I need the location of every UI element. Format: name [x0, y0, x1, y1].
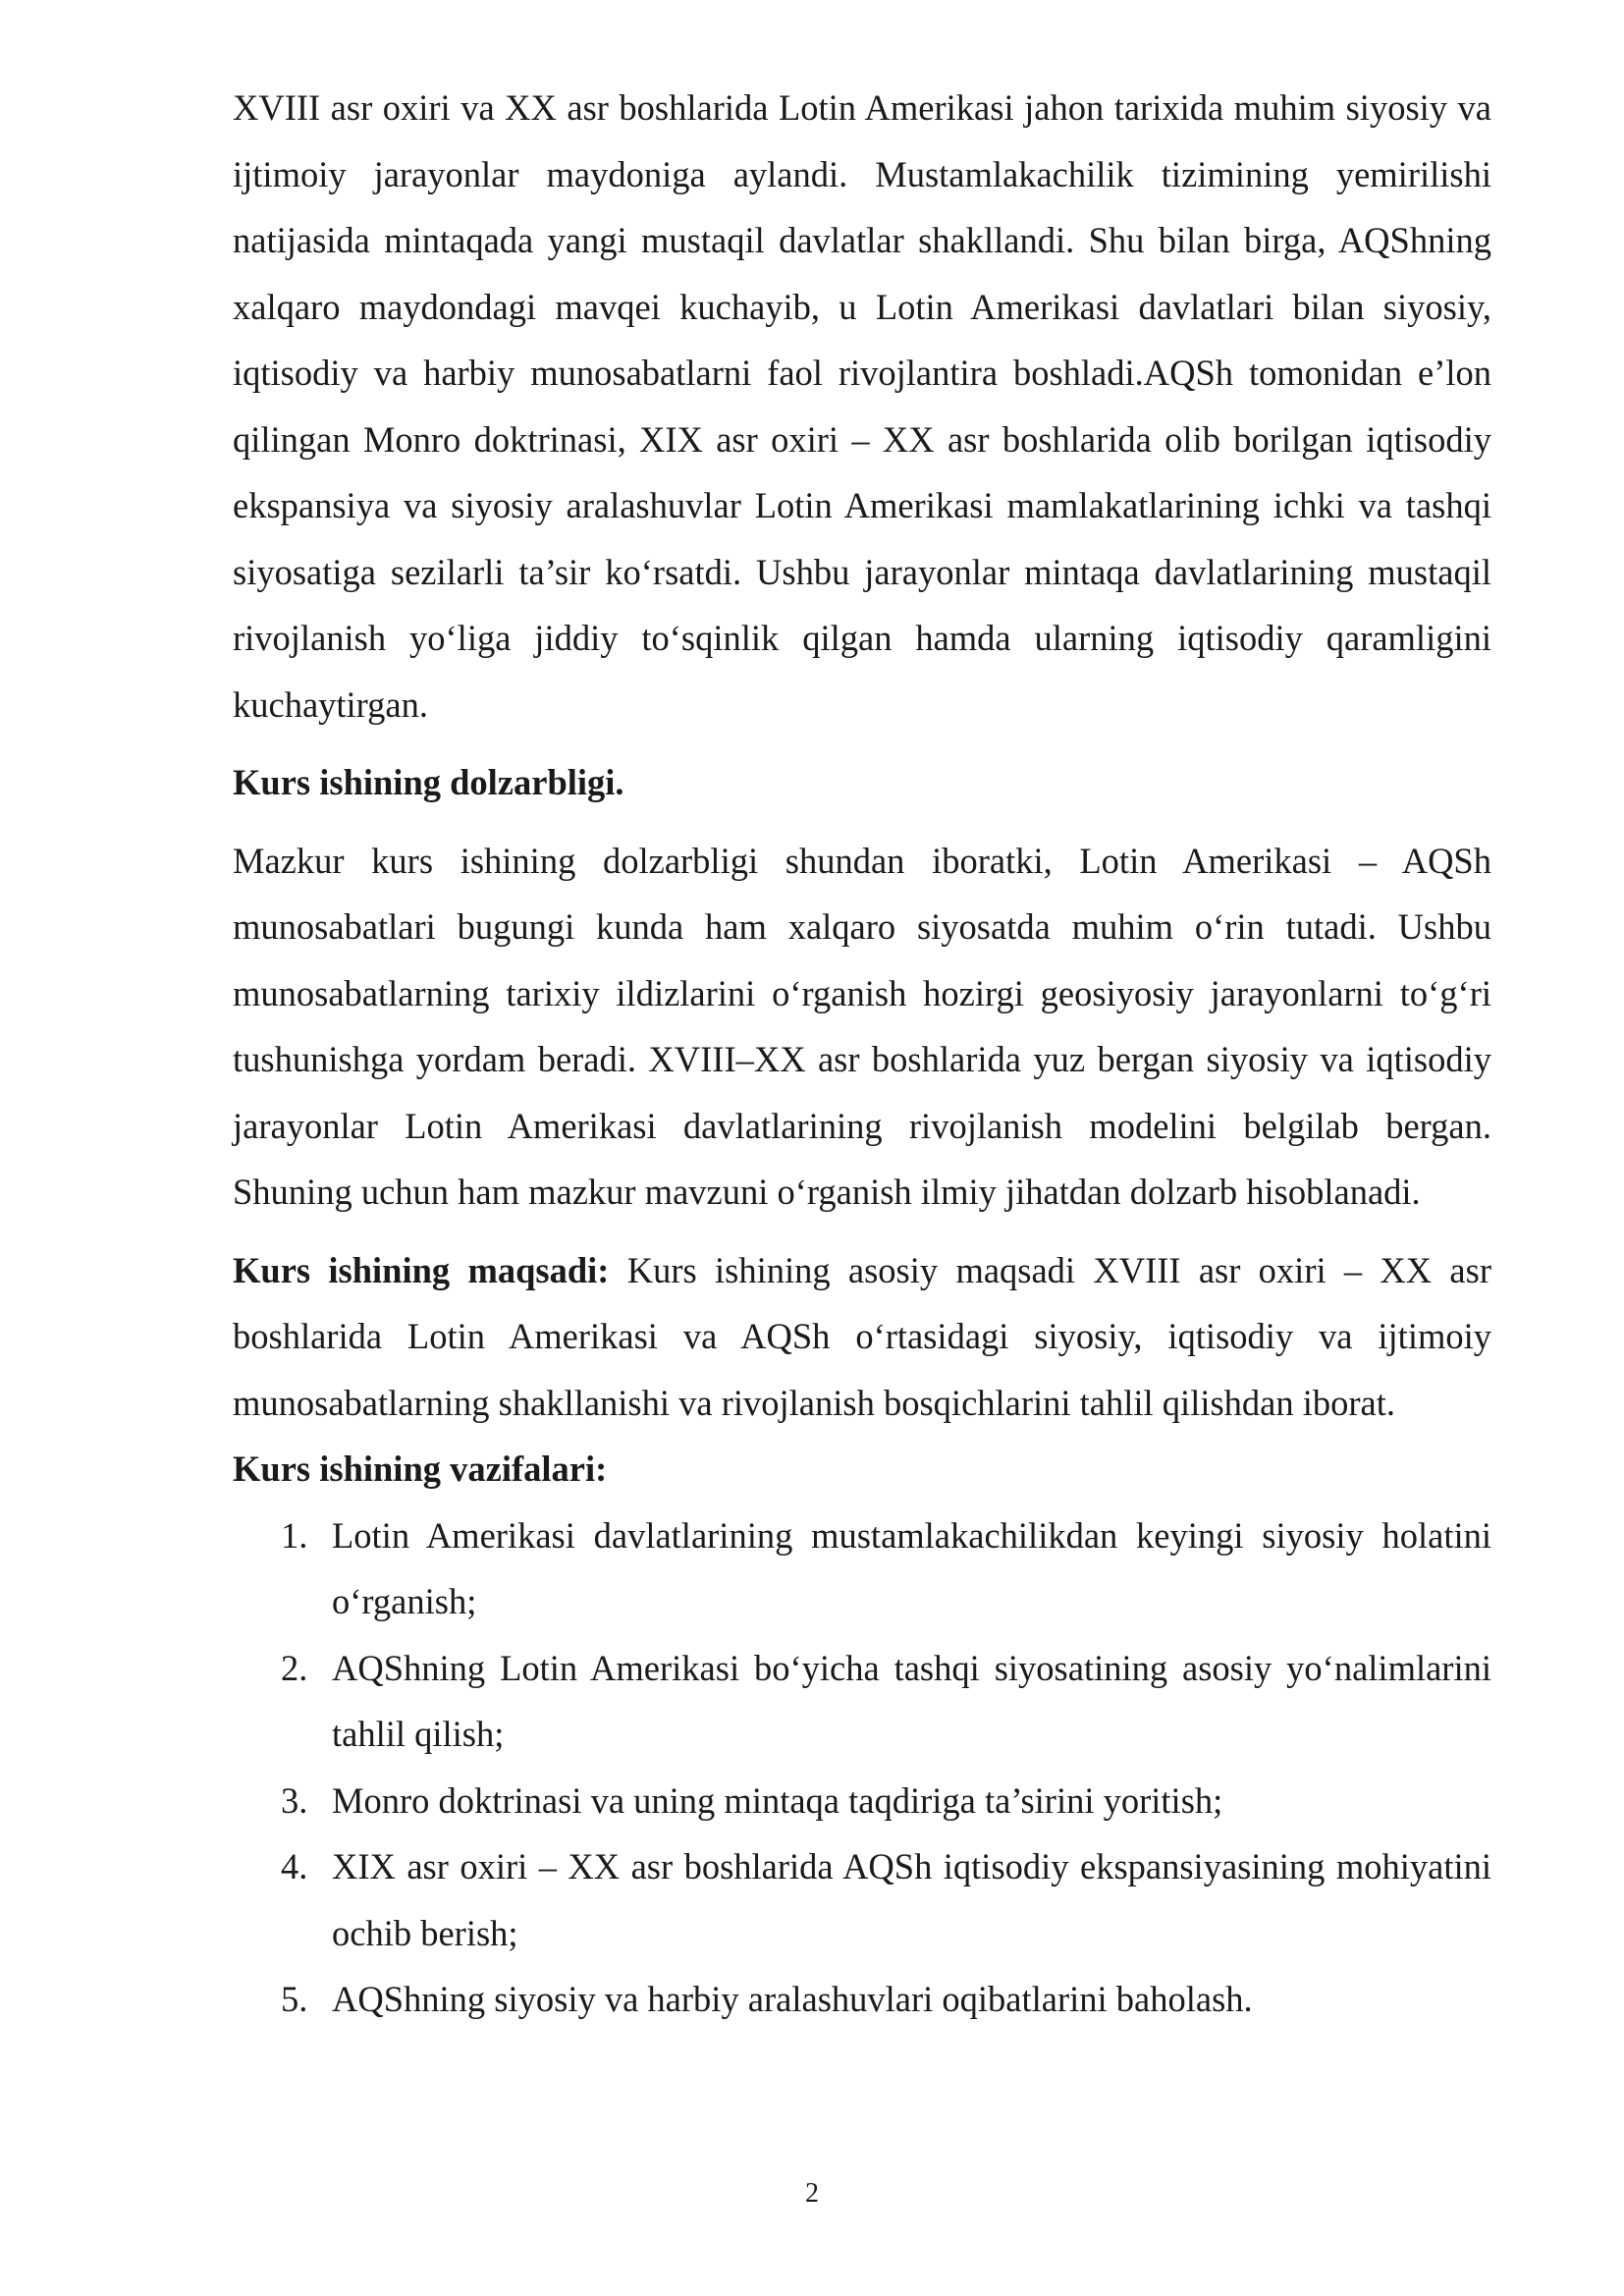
page-body: [233, 75, 1491, 2033]
task-item: [233, 1503, 1491, 1635]
task-text: Lotin Amerikasi davlatlarining mustamlakachilikdan keyingi siyosiy holatini o‘rganish;: [332, 1514, 1491, 1621]
task-number: 5.: [281, 1979, 308, 2019]
task-text: Monro doktrinasi va uning mintaqa taqdiriga ta’sirini yoritish;: [332, 1779, 1223, 1821]
intro-paragraph: XVIII asr oxiri va XX asr boshlarida Lotin Amerikasi jahon tarixida muhim siyosiy va ijtimoiy jarayonlar maydoniga aylandi. Mustamlakachilik tizimining yemirilishi natijasida mintaqada yangi mustaqil davlatlar shakllandi. Shu bilan birga, AQShning xalqaro maydondagi mavqei kuchayib, u Lotin Amerikasi davlatlari bilan siyosiy, iqtisodiy va harbiy munosabatlarni faol rivojlantira boshladi.AQSh tomonidan e’lon qilingan Monro doktrinasi, XIX asr oxiri – XX asr boshlarida olib borilgan iqtisodiy ekspansiya va siyosiy aralashuvlar Lotin Amerikasi mamlakatlarining ichki va tashqi siyosatiga sezilarli ta’sir ko‘rsatdi. Ushbu jarayonlar mintaqa davlatlarining mustaqil rivojlanish yo‘liga jiddiy to‘sqinlik qilgan hamda ularning iqtisodiy qaramligini kuchaytirgan.: [233, 87, 1491, 725]
goal-text: Kurs ishining asosiy maqsadi XVIII asr oxiri – XX asr boshlarida Lotin Amerikasi va AQSh o‘rtasidagi siyosiy, iqtisodiy va ijtimoiy munosabatlarning shakllanishi va rivojlanish bosqichlarini tahlil qilishdan iborat.: [233, 1249, 1491, 1423]
task-number: 3.: [281, 1779, 308, 1821]
task-text: XIX asr oxiri – XX asr boshlarida AQSh iqtisodiy ekspansiyasining mohiyatini ochib berish;: [332, 1846, 1491, 1953]
tasks-list: [233, 1503, 1491, 2033]
page-number: 2: [805, 2178, 819, 2209]
task-number: 4.: [281, 1846, 308, 1886]
relevance-paragraph: Mazkur kurs ishining dolzarbligi shundan iboratki, Lotin Amerikasi – AQSh munosabatlari bugungi kunda ham xalqaro siyosatda muhim o‘rin tutadi. Ushbu munosabatlarning tarixiy ildizlarini o‘rganish hozirgi geosiyosiy jarayonlarni to‘g‘ri tushunishga yordam beradi. XVIII–XX asr boshlarida yuz bergan siyosiy va iqtisodiy jarayonlar Lotin Amerikasi davlatlarining rivojlanish modelini belgilab bergan. Shuning uchun ham mazkur mavzuni o‘rganish ilmiy jihatdan dolzarb hisoblanadi.: [233, 840, 1491, 1212]
task-text: AQShning Lotin Amerikasi bo‘yicha tashqi siyosatining asosiy yo‘nalimlarini tahlil qilish;: [332, 1647, 1491, 1754]
task-item: [233, 1966, 1491, 2033]
relevance-heading: Kurs ishining dolzarbligi.: [233, 762, 624, 802]
task-number: 1.: [281, 1514, 308, 1556]
task-item: [233, 1833, 1491, 1966]
task-text: AQShning siyosiy va harbiy aralashuvlari oqibatlarini baholash.: [332, 1979, 1253, 2019]
goal-label: Kurs ishining maqsadi:: [233, 1249, 610, 1290]
task-number: 2.: [281, 1647, 308, 1688]
task-item: [233, 1768, 1491, 1834]
tasks-heading: Kurs ishining vazifalari:: [233, 1449, 608, 1489]
goal-paragraph: [233, 1237, 1491, 1437]
task-item: [233, 1635, 1491, 1768]
